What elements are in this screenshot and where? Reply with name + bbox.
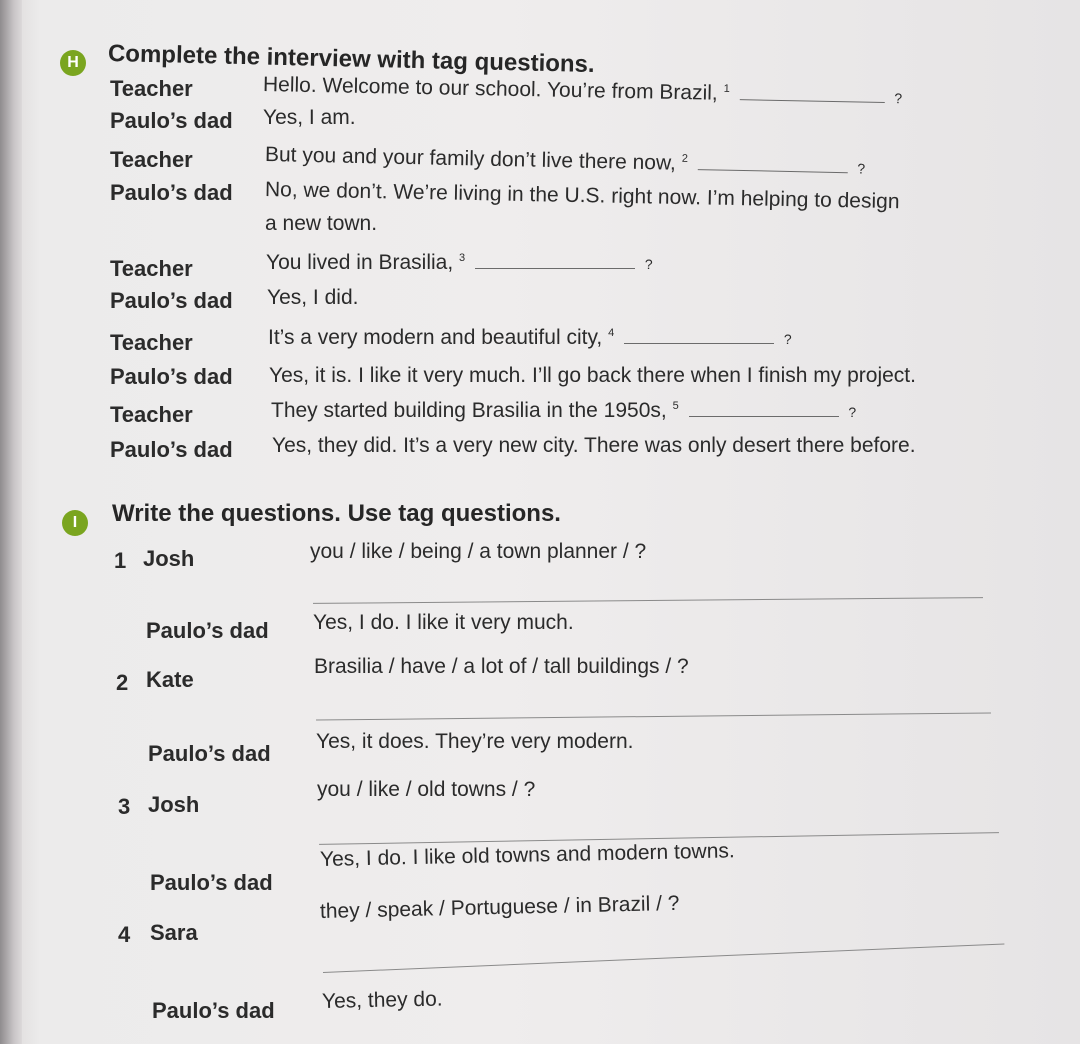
item-number: 2: [116, 670, 129, 695]
exercise-i-title: Write the questions. Use tag questions.: [112, 500, 561, 527]
blank-number: 2: [681, 152, 689, 165]
blank-number: 1: [723, 82, 730, 95]
item-prompt: they / speak / Portuguese / in Brazil / ?: [319, 891, 680, 923]
question-mark: ?: [857, 160, 866, 177]
item-number: 3: [118, 794, 131, 819]
reply-speaker: Paulo’s dad: [152, 998, 275, 1023]
dialogue-line-4: No, we don’t. We’re living in the U.S. right now. I’m helping to design: [264, 178, 900, 214]
dialogue-text: You lived in Brasilia,: [266, 251, 454, 274]
exercise-h-badge: H: [60, 50, 86, 76]
dialogue-text: They started building Brasilia in the 1950s,: [271, 399, 667, 422]
blank-number: 4: [608, 327, 615, 339]
dialogue-line-8: Yes, it is. I like it very much. I’ll go back there when I finish my project.: [269, 364, 916, 387]
answer-blank-2[interactable]: [697, 151, 847, 173]
dialogue-line-6: Yes, I did.: [267, 286, 359, 309]
item-prompt: you / like / old towns / ?: [317, 778, 536, 801]
exercise-i-badge: I: [62, 510, 88, 536]
question-mark: ?: [783, 331, 792, 347]
reply-speaker: Paulo’s dad: [146, 618, 269, 643]
speaker-pauloes-dad: Paulo’s dad: [110, 108, 233, 133]
exercise-h-title: Complete the interview with tag questions.: [107, 40, 595, 79]
item-speaker: Sara: [150, 920, 198, 945]
answer-blank-5[interactable]: [689, 398, 839, 417]
answer-line-4[interactable]: [323, 943, 1004, 973]
dialogue-text: But you and your family don’t live there now,: [264, 143, 677, 175]
question-mark: ?: [894, 90, 903, 107]
dialogue-line-3: [265, 142, 866, 180]
blank-number: 3: [459, 252, 466, 264]
speaker-teacher: Teacher: [110, 147, 193, 172]
item-speaker: Josh: [148, 792, 200, 817]
dialogue-line-1: [263, 72, 903, 109]
speaker-teacher: Teacher: [110, 402, 193, 427]
dialogue-line-9: [271, 398, 856, 423]
dialogue-line-5: [266, 250, 653, 275]
reply-speaker: Paulo’s dad: [150, 870, 273, 895]
item-number: 1: [114, 548, 127, 573]
dialogue-line-2: Yes, I am.: [263, 106, 356, 129]
reply-speaker: Paulo’s dad: [148, 741, 271, 766]
question-mark: ?: [644, 256, 653, 272]
speaker-pauloes-dad: Paulo’s dad: [110, 437, 233, 462]
speaker-pauloes-dad: Paulo’s dad: [110, 180, 233, 205]
reply-text: Yes, I do. I like it very much.: [313, 611, 574, 634]
dialogue-text: Hello. Welcome to our school. You’re from Brazil,: [262, 73, 718, 105]
speaker-teacher: Teacher: [110, 256, 193, 281]
answer-line-2[interactable]: [316, 712, 991, 720]
item-speaker: Josh: [143, 546, 195, 571]
speaker-pauloes-dad: Paulo’s dad: [110, 288, 233, 313]
reply-text: Yes, they do.: [321, 987, 443, 1013]
answer-blank-1[interactable]: [739, 81, 884, 103]
dialogue-line-10: Yes, they did. It’s a very new city. There was only desert there before.: [272, 434, 916, 457]
dialogue-line-7: [268, 325, 792, 350]
item-number: 4: [118, 922, 131, 947]
answer-line-1[interactable]: [313, 597, 983, 604]
question-mark: ?: [848, 404, 857, 420]
speaker-teacher: Teacher: [110, 76, 193, 101]
item-prompt: Brasilia / have / a lot of / tall buildings / ?: [314, 655, 689, 678]
blank-number: 5: [672, 400, 679, 412]
reply-text: Yes, I do. I like old towns and modern towns.: [319, 839, 735, 871]
dialogue-text: It’s a very modern and beautiful city,: [268, 326, 603, 349]
answer-blank-3[interactable]: [475, 250, 635, 269]
page-binding-edge: [0, 0, 22, 1044]
answer-blank-4[interactable]: [624, 325, 774, 344]
reply-text: Yes, it does. They’re very modern.: [316, 730, 634, 753]
item-prompt: you / like / being / a town planner / ?: [310, 540, 647, 563]
item-speaker: Kate: [146, 667, 194, 692]
speaker-teacher: Teacher: [110, 330, 193, 355]
dialogue-line-4-cont: a new town.: [265, 212, 378, 235]
speaker-pauloes-dad: Paulo’s dad: [110, 364, 233, 389]
